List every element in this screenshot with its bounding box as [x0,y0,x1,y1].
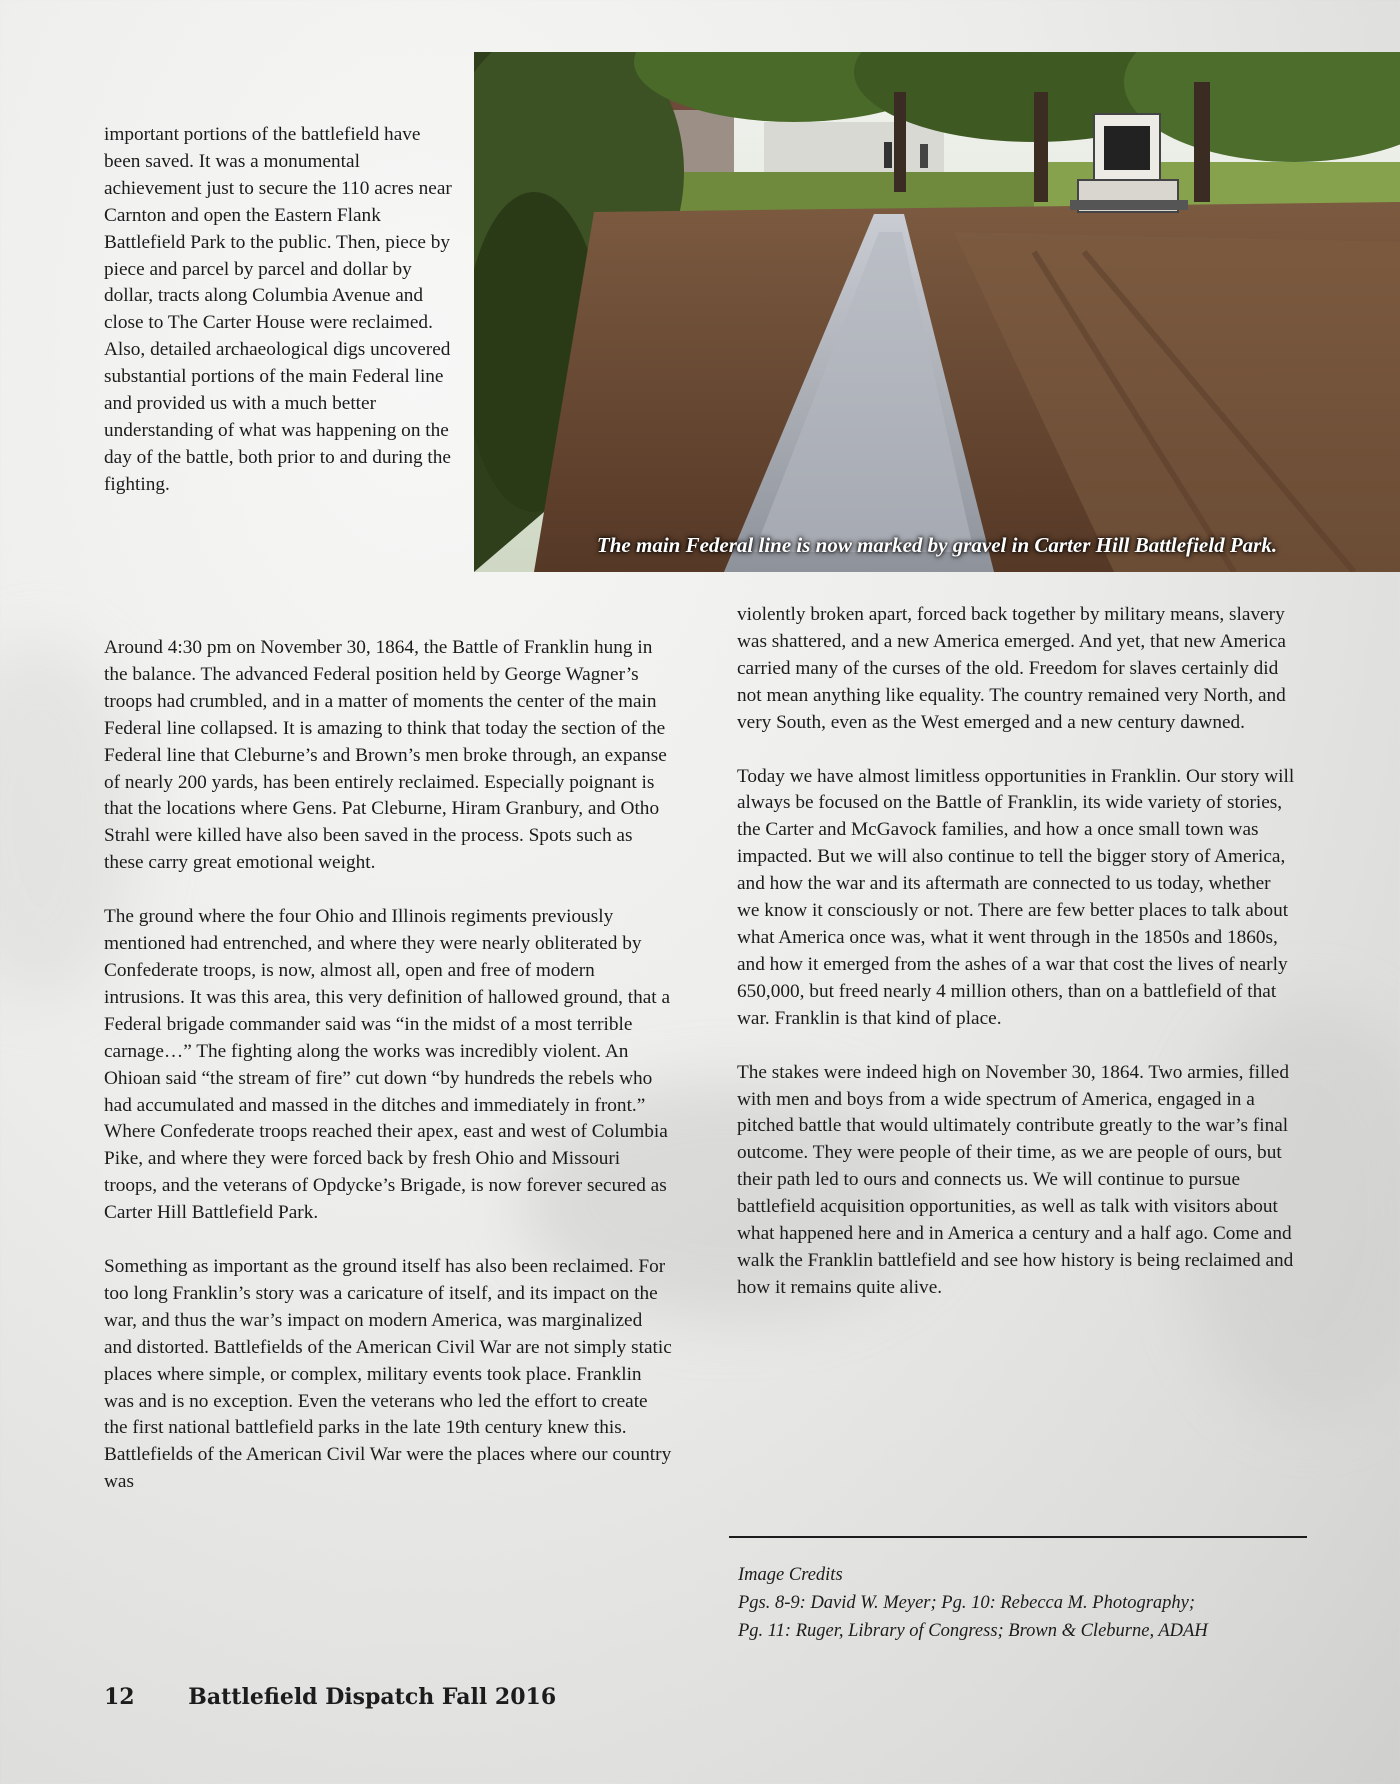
paragraph: The stakes were indeed high on November 30, 1864. Two armies, filled with men and boys from a wide spectrum of America, engaged in a pitched battle that would ultimately contribute greatly to the war’s final outcome. They were people of their time, as we are people of ours, but their path led to ours and connects us. We will continue to pursue battlefield acquisition opportunities, as well as talk with visitors about what happened here and in America a century and a half ago. Come and walk the Franklin battlefield and see how history is being reclaimed and how it remains quite alive. [737,1061,1294,1298]
paragraph: The ground where the four Ohio and Illinois regiments previously mentioned had entrenched, and where they were nearly obliterated by Confederate troops, is now, almost all, open and free of modern intrusions. It was this area, this very definition of hallowed ground, that a Federal brigade commander said was “in the midst of a most terrible carnage…” The fighting along the works was incredibly violent. An Ohioan said “the stream of fire” cut down “by hundreds the rebels who had accumulated and massed in the ditches and immediately in front.” Where Confederate troops reached their apex, east and west of Columbia Pike, and where they were forced back by fresh Ohio and Missouri troops, and the veterans of Opdycke’s Brigade, is now forever secured as Carter Hill Battlefield Park. [104,906,671,1224]
image-credits [738,1561,1208,1645]
paragraph: violently broken apart, forced back together by military means, slavery was shattered, and a new America emerged. And yet, that new America carried many of the curses of the old. Freedom for slaves certainly did not mean anything like equality. The country remained very North, and very South, even as the West emerged and a new century dawned. [737,604,1286,733]
left-column-top [104,122,456,499]
paragraph: important portions of the battlefield have been saved. It was a monumental achievement just to secure the 110 acres near Carnton and open the Eastern Flank Battlefield Park to the public. Then, piece by piece and parcel by parcel and dollar by dollar, tracts along Columbia Avenue and close to The Carter House were reclaimed. Also, detailed archaeological digs uncovered substantial portions of the main Federal line and provided us with a much better understanding of what was happening on the day of the battle, both prior to and during the fighting. [104,124,452,495]
left-column [104,635,674,1496]
paragraph: Around 4:30 pm on November 30, 1864, the Battle of Franklin hung in the balance. The advanced Federal position held by George Wagner’s troops had crumbled, and in a matter of moments the center of the main Federal line collapsed. It is amazing to think that today the section of the Federal line that Cleburne’s and Brown’s men broke through, an expanse of nearly 200 yards, has been entirely reclaimed. Especially poignant is that the locations where Gens. Pat Cleburne, Hiram Granbury, and Otho Strahl were killed have also been saved in the process. Spots such as these carry great emotional weight. [104,637,667,874]
page-number: 12 [104,1684,135,1710]
article-photo [474,52,1400,572]
credits-title: Image Credits [738,1565,843,1585]
credits-divider [729,1536,1307,1538]
paragraph: Something as important as the ground itself has also been reclaimed. For too long Franklin’s story was a caricature of itself, and its impact on the war, and thus the war’s impact on modern America, was marginalized and distorted. Battlefields of the American Civil War are not simply static places where simple, or complex, military events took place. Franklin was and is no exception. Even the veterans who led the effort to create the first national battlefield parks in the late 19th century knew this. Battlefields of the American Civil War were the places where our country was [104,1256,672,1493]
photo-caption: The main Federal line is now marked by gravel in Carter Hill Battlefield Park. [596,533,1278,557]
paragraph: Today we have almost limitless opportunities in Franklin. Our story will always be focused on the Battle of Franklin, its wide variety of stories, the Carter and McGavock families, and how a once small town was impacted. But we will also continue to tell the bigger story of America, and how the war and its aftermath are connected to us today, whether we know it consciously or not. There are few better places to talk about what America once was, what it went through in the 1850s and 1860s, and how it emerged from the ashes of a war that cost the lives of nearly 650,000, but freed nearly 4 million others, than on a battlefield of that war. Franklin is that kind of place. [737,765,1295,1029]
page-footer [104,1684,556,1710]
gravel-path-photo [474,52,1400,572]
right-column [737,602,1297,1302]
credits-line: Pg. 11: Ruger, Library of Congress; Brown & Cleburne, ADAH [738,1621,1208,1641]
publication-title: Battlefield Dispatch Fall 2016 [188,1684,557,1710]
credits-line: Pgs. 8-9: David W. Meyer; Pg. 10: Rebecca M. Photography; [738,1593,1196,1613]
